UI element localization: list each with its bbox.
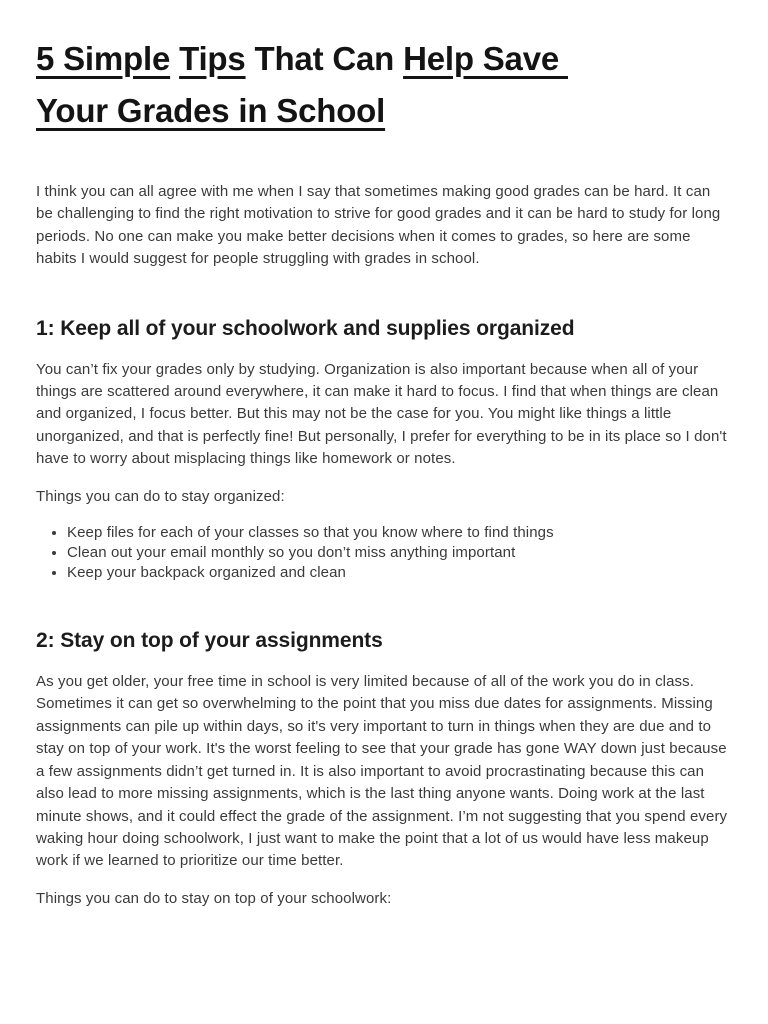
title-run-underlined: Tips bbox=[179, 40, 246, 77]
title-run-underlined: Help Save bbox=[403, 40, 568, 77]
section-paragraph: You can’t fix your grades only by studying. Organization is also important because when all of your things are scattered around everywhere, it can make it hard to focus. I find that when things are clean and organized, I focus better. But this may not be the case for you. You might like things a little unorganized, and that is perfectly fine! But personally, I prefer for everything to be in its place so I don't have to worry about misplacing things like homework or notes. bbox=[36, 360, 727, 468]
bullet-item: • Keep your backpack organized and clean bbox=[67, 563, 730, 583]
title-line bbox=[36, 85, 730, 137]
section-paragraph: Things you can do to stay organized: bbox=[36, 487, 285, 505]
intro-paragraph: I think you can all agree with me when I say that sometimes making good grades can be hard. It can be challenging to find the right motivation to strive for good grades and it can be hard to study for long periods. No one can make you make better decisions when it comes to grades, so here are some habits I would suggest for people struggling with grades in school. bbox=[36, 183, 721, 268]
bullet-list bbox=[36, 523, 730, 583]
title-run-underlined: 5 Simple bbox=[36, 40, 171, 77]
title-run-underlined: Your Grades in School bbox=[36, 92, 386, 129]
section-paragraph: As you get older, your free time in school is very limited because of all of the work you do in class. Sometimes it can get so overwhelming to the point that you miss due dates for assignments. Missing assignments can pile up within days, so it's very important to turn in things when they are due and to stay on top of your work. It's the worst feeling to see that your grade has gone WAY down just because a few assignments didn’t get turned in. It is also important to avoid procrastinating because this can also lead to more missing assignments, which is the last thing anyone wants. Doing work at the last minute shows, and it could effect the grade of the assignment. I’m not suggesting that you spend every waking hour doing schoolwork, I just want to make the point that a lot of us would have less makeup work if we learned to prioritize our time better. bbox=[36, 673, 728, 870]
sections-container bbox=[36, 315, 730, 911]
document-title bbox=[36, 33, 730, 137]
section-heading: 1: Keep all of your schoolwork and supplies organized bbox=[36, 316, 575, 340]
bullet-item: • Clean out your email monthly so you don’t miss anything important bbox=[67, 543, 730, 563]
section-heading: 2: Stay on top of your assignments bbox=[36, 629, 383, 653]
bullet-item: • Keep files for each of your classes so that you know where to find things bbox=[67, 523, 730, 543]
title-line bbox=[36, 33, 730, 85]
section-paragraph: Things you can do to stay on top of your schoolwork: bbox=[36, 889, 392, 907]
title-run bbox=[170, 40, 179, 77]
title-run: That Can bbox=[245, 40, 404, 77]
